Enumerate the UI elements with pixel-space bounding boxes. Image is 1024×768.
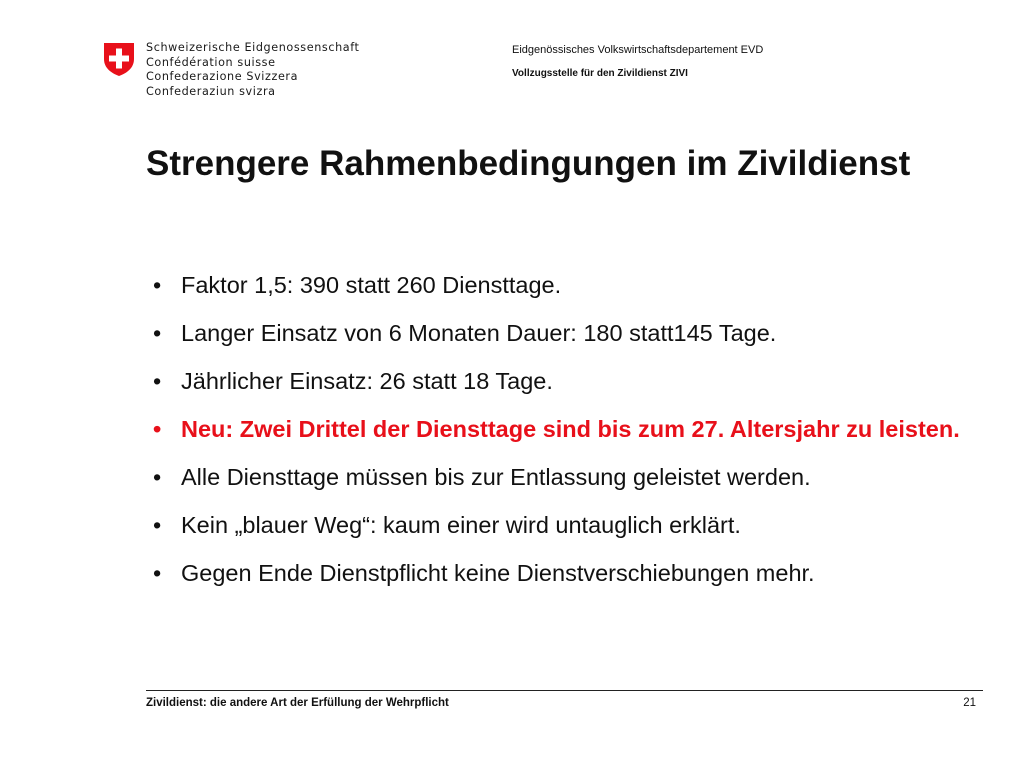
department-name: Eidgenössisches Volkswirtschaftsdepartement EVD [512, 44, 764, 56]
bullet-symbol: • [153, 368, 162, 394]
bullet-text: Gegen Ende Dienstpflicht keine Dienstverschiebungen mehr. [181, 560, 815, 586]
bullet-item [153, 554, 993, 592]
bullet-symbol: • [153, 416, 162, 442]
org-name-de: Schweizerische Eidgenossenschaft [146, 41, 360, 54]
bullet-item [153, 506, 993, 544]
bullet-text: Jährlicher Einsatz: 26 statt 18 Tage. [181, 368, 553, 394]
bullet-text: Faktor 1,5: 390 statt 260 Diensttage. [181, 272, 562, 298]
bullet-text: Langer Einsatz von 6 Monaten Dauer: 180 statt145 Tage. [181, 320, 777, 346]
bullet-item [153, 458, 993, 496]
bullet-item-highlighted [153, 410, 993, 448]
bullet-symbol: • [153, 512, 162, 538]
bullet-item [153, 266, 993, 304]
swiss-coat-of-arms-icon [101, 41, 137, 77]
org-name-it: Confederazione Svizzera [146, 70, 299, 83]
bullet-item [153, 362, 993, 400]
bullet-text: Alle Diensttage müssen bis zur Entlassung geleistet werden. [181, 464, 811, 490]
org-name-fr: Confédération suisse [146, 55, 276, 69]
footer-divider [146, 690, 983, 691]
page-number: 21 [963, 697, 976, 709]
bullet-symbol: • [153, 272, 162, 298]
footer-title: Zivildienst: die andere Art der Erfüllung der Wehrpflicht [146, 697, 449, 709]
bullet-symbol: • [153, 560, 162, 586]
slide-title: Strengere Rahmenbedingungen im Zivildienst [146, 144, 911, 183]
bullet-item [153, 314, 993, 352]
bullet-text: Neu: Zwei Drittel der Diensttage sind bis zum 27. Altersjahr zu leisten. [181, 416, 960, 442]
organization-names [146, 41, 360, 99]
bullet-symbol: • [153, 464, 162, 490]
office-name: Vollzugsstelle für den Zivildienst ZIVI [512, 68, 688, 79]
bullet-list [153, 266, 993, 602]
org-name-rm: Confederaziun svizra [146, 84, 276, 98]
bullet-symbol: • [153, 320, 162, 346]
bullet-text: Kein „blauer Weg“: kaum einer wird untauglich erklärt. [181, 512, 741, 538]
